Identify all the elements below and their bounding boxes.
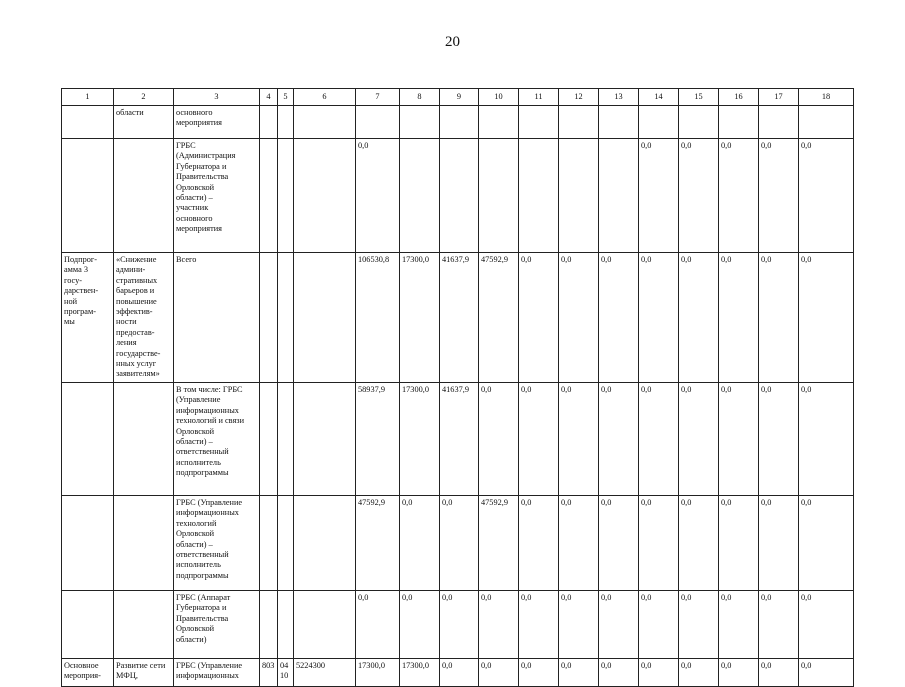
value-cell [278,590,294,658]
value-cell: 0,0 [799,253,854,383]
value-cell: 41637,9 [440,253,479,383]
value-cell: 0,0 [639,382,679,495]
column-number-cell: 16 [719,89,759,106]
value-cell: 0,0 [559,590,599,658]
value-cell: 0,0 [519,253,559,383]
value-cell: 0,0 [599,658,639,686]
value-cell [278,139,294,253]
value-cell: 17300,0 [400,253,440,383]
value-cell [294,382,356,495]
text-cell [114,139,174,253]
value-cell [599,139,639,253]
value-cell [440,139,479,253]
value-cell [260,382,278,495]
text-cell: ГРБС (Аппарат Губернатора и Правительства Орловской области) [174,590,260,658]
value-cell [278,495,294,590]
value-cell: 0,0 [599,382,639,495]
value-cell [294,590,356,658]
header-row [62,89,854,106]
column-number-cell: 17 [759,89,799,106]
value-cell: 47592,9 [479,495,519,590]
value-cell: 106530,8 [356,253,400,383]
column-number-cell: 10 [479,89,519,106]
text-cell: Подпрог- амма 3 госу- дарствен- ной програм- мы [62,253,114,383]
column-number-cell: 6 [294,89,356,106]
table-row [62,590,854,658]
value-cell: 0,0 [479,658,519,686]
value-cell [719,106,759,139]
value-cell: 0,0 [559,253,599,383]
value-cell: 04 10 [278,658,294,686]
column-number-cell: 9 [440,89,479,106]
value-cell: 0,0 [559,382,599,495]
value-cell: 0,0 [400,590,440,658]
column-number-cell: 13 [599,89,639,106]
value-cell [294,139,356,253]
value-cell [278,106,294,139]
text-cell: ГРБС (Администрация Губернатора и Правительства Орловской области) – участник основного мероприятия [174,139,260,253]
value-cell [599,106,639,139]
text-cell [62,590,114,658]
column-number-cell: 12 [559,89,599,106]
text-cell: Всего [174,253,260,383]
value-cell [679,106,719,139]
column-number-cell: 1 [62,89,114,106]
value-cell: 0,0 [799,495,854,590]
value-cell: 0,0 [679,139,719,253]
text-cell: основного мероприятия [174,106,260,139]
value-cell [260,495,278,590]
value-cell: 0,0 [599,253,639,383]
value-cell: 0,0 [799,590,854,658]
value-cell: 0,0 [559,495,599,590]
value-cell: 0,0 [639,590,679,658]
text-cell [114,590,174,658]
text-cell [62,495,114,590]
table-row [62,382,854,495]
column-number-cell: 14 [639,89,679,106]
value-cell [260,590,278,658]
value-cell [260,253,278,383]
value-cell: 0,0 [639,139,679,253]
value-cell: 0,0 [759,253,799,383]
value-cell: 17300,0 [400,382,440,495]
value-cell: 0,0 [719,495,759,590]
value-cell [260,106,278,139]
value-cell [260,139,278,253]
value-cell: 41637,9 [440,382,479,495]
text-cell: «Снижение админи- стративных барьеров и повышение эффектив- ности предостав- ления государстве- нных услуг заявителям» [114,253,174,383]
text-cell [62,382,114,495]
value-cell [639,106,679,139]
value-cell: 0,0 [599,590,639,658]
text-cell: области [114,106,174,139]
budget-table [61,88,854,687]
value-cell [294,495,356,590]
value-cell: 0,0 [440,590,479,658]
text-cell: В том числе: ГРБС (Управление информационных технологий и связи Орловской области) – ответственный исполнитель подпрограммы [174,382,260,495]
text-cell: ГРБС (Управление информационных технологий Орловской области) – ответственный исполнитель подпрограммы [174,495,260,590]
text-cell [62,139,114,253]
value-cell [294,253,356,383]
value-cell: 58937,9 [356,382,400,495]
page-number: 20 [445,34,460,50]
table-row [62,495,854,590]
value-cell [400,106,440,139]
value-cell [278,382,294,495]
value-cell: 0,0 [679,253,719,383]
text-cell: Основное мероприя- [62,658,114,686]
value-cell: 803 [260,658,278,686]
value-cell [479,106,519,139]
value-cell [278,253,294,383]
column-number-cell: 18 [799,89,854,106]
value-cell: 0,0 [479,590,519,658]
column-number-cell: 4 [260,89,278,106]
column-number-cell: 15 [679,89,719,106]
value-cell: 0,0 [719,590,759,658]
value-cell [400,139,440,253]
value-cell: 0,0 [679,495,719,590]
value-cell: 0,0 [440,658,479,686]
value-cell: 5224300 [294,658,356,686]
value-cell: 0,0 [400,495,440,590]
value-cell [440,106,479,139]
value-cell: 0,0 [599,495,639,590]
column-number-cell: 7 [356,89,400,106]
value-cell: 0,0 [679,590,719,658]
value-cell: 0,0 [799,139,854,253]
value-cell: 0,0 [519,382,559,495]
value-cell: 0,0 [639,658,679,686]
value-cell: 0,0 [759,382,799,495]
text-cell [62,106,114,139]
value-cell: 0,0 [719,382,759,495]
value-cell: 0,0 [559,658,599,686]
text-cell: ГРБС (Управление информационных [174,658,260,686]
value-cell: 0,0 [719,139,759,253]
value-cell: 0,0 [519,658,559,686]
column-number-cell: 11 [519,89,559,106]
value-cell: 0,0 [799,658,854,686]
value-cell [559,139,599,253]
value-cell: 0,0 [639,253,679,383]
column-number-cell: 3 [174,89,260,106]
column-number-cell: 2 [114,89,174,106]
table-row [62,106,854,139]
value-cell [559,106,599,139]
value-cell: 0,0 [679,658,719,686]
value-cell [519,106,559,139]
text-cell [114,382,174,495]
value-cell [519,139,559,253]
value-cell: 0,0 [519,590,559,658]
column-number-cell: 8 [400,89,440,106]
value-cell: 47592,9 [356,495,400,590]
text-cell [114,495,174,590]
column-number-cell: 5 [278,89,294,106]
value-cell: 0,0 [719,253,759,383]
value-cell: 17300,0 [356,658,400,686]
value-cell: 17300,0 [400,658,440,686]
value-cell: 0,0 [759,495,799,590]
value-cell: 0,0 [356,139,400,253]
table-row [62,253,854,383]
value-cell: 0,0 [719,658,759,686]
value-cell: 0,0 [759,139,799,253]
table-row [62,139,854,253]
value-cell: 0,0 [519,495,559,590]
value-cell: 0,0 [799,382,854,495]
value-cell [799,106,854,139]
table-row [62,658,854,686]
value-cell: 0,0 [759,658,799,686]
value-cell: 0,0 [759,590,799,658]
value-cell [479,139,519,253]
value-cell: 0,0 [639,495,679,590]
value-cell: 0,0 [479,382,519,495]
value-cell: 0,0 [440,495,479,590]
value-cell [356,106,400,139]
text-cell: Развитие сети МФЦ, [114,658,174,686]
value-cell: 0,0 [679,382,719,495]
value-cell [759,106,799,139]
value-cell [294,106,356,139]
value-cell: 0,0 [356,590,400,658]
value-cell: 47592,9 [479,253,519,383]
